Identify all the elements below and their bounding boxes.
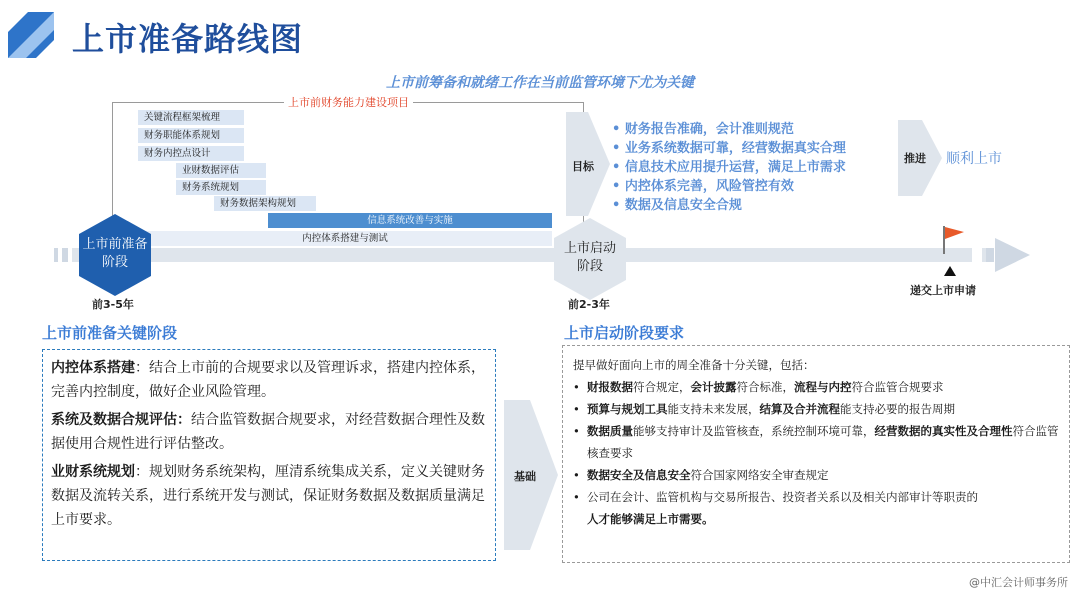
goal-item: • 数据及信息安全合规 [612, 196, 846, 215]
emph: 数据质量 [587, 424, 633, 438]
left-item-body: ：结合上市前的合规要求以及管理诉求，搭建内控体系，完善内控制度，做好企业风险管理。 [51, 360, 485, 400]
left-item-body: ：规划财务系统架构，厘清系统集成关系，定义关键财务数据及流转关系，进行系统开发与测试，保证财务数据及数据质量满足上市要求。 [51, 464, 485, 528]
stage1-line2: 阶段 [101, 255, 128, 270]
right-list-item [573, 464, 1059, 486]
text: 公司在会计、监管机构与交易所报告、投资者关系以及相关内部审计等职责的 [587, 490, 978, 504]
logo-icon [6, 10, 56, 60]
text: 符合国家网络安全审查规定 [690, 468, 829, 482]
bar-control-design: 财务内控点设计 [138, 146, 244, 161]
page-title: 上市准备路线图 [72, 20, 304, 58]
stage2-time: 前2-3年 [568, 298, 610, 311]
left-item-head: 内控体系搭建 [51, 360, 135, 376]
text: 符合监管核查要求 [587, 424, 1059, 460]
push-label: 推进 [904, 152, 926, 165]
bar-control-build: 内控体系搭建与测试 [138, 231, 552, 246]
text: 能够支持审计及监管核查，系统控制环境可靠， [633, 424, 875, 438]
goal-item: • 信息技术应用提升运营，满足上市需求 [612, 158, 846, 177]
stage1-line1: 上市前准备 [82, 237, 148, 252]
left-item [51, 460, 487, 532]
right-list-item [573, 486, 1059, 530]
right-section-box [562, 345, 1070, 563]
right-list-item [573, 376, 1059, 398]
project-title: 上市前财务能力建设项目 [284, 94, 413, 110]
left-section-title: 上市前准备关键阶段 [42, 324, 178, 342]
text: 能支持必要的报告周期 [840, 402, 955, 416]
goal-item: • 财务报告准确，会计准则规范 [612, 120, 846, 139]
stage2-label [554, 240, 626, 276]
goal-label: 目标 [572, 160, 594, 173]
right-intro: 提早做好面向上市的周全准备十分关键，包括： [573, 358, 815, 372]
subtitle: 上市前筹备和就绪工作在当前监管环境下尤为关键 [386, 75, 694, 91]
bar-system-planning: 财务系统规划 [176, 180, 266, 195]
footer-credit: @中汇会计师事务所 [969, 576, 1068, 589]
milestone-triangle-icon [944, 266, 956, 276]
stage1-label [79, 236, 151, 272]
left-section-box [42, 349, 496, 561]
text: 能支持未来发展， [667, 402, 760, 416]
bar-process-framework: 关键流程框架梳理 [138, 110, 244, 125]
bar-system-improvement: 信息系统改善与实施 [268, 213, 552, 228]
stage1-time: 前3-5年 [92, 298, 134, 311]
goal-item: • 业务系统数据可靠，经营数据真实合理 [612, 139, 846, 158]
emph: 人才能够满足上市需要。 [587, 512, 714, 526]
text: 符合监管合规要求 [851, 380, 944, 394]
emph: 财报数据 [587, 380, 633, 394]
goal-list [612, 120, 846, 215]
result-text: 顺利上市 [946, 151, 1002, 167]
bar-data-assessment: 业财数据评估 [176, 163, 266, 178]
emph: 流程与内控 [794, 380, 852, 394]
base-label: 基础 [514, 470, 536, 483]
right-list-item [573, 398, 1059, 420]
bar-finance-function: 财务职能体系规划 [138, 128, 244, 143]
left-item [51, 356, 487, 404]
emph: 预算与规划工具 [587, 402, 668, 416]
milestone-label: 递交上市申请 [910, 284, 976, 297]
stage2-line1: 上市启动 [563, 241, 616, 256]
right-list-item [573, 420, 1059, 464]
bar-data-architecture: 财务数据架构规划 [214, 196, 316, 211]
stage2-line2: 阶段 [576, 259, 603, 274]
left-item-body: 结合监管数据合规要求，对经营数据合理性及数据使用合规性进行评估整改。 [51, 412, 485, 452]
left-item [51, 408, 487, 456]
emph: 经营数据的真实性及合理性 [874, 424, 1013, 438]
flag-icon [940, 224, 966, 256]
emph: 数据安全及信息安全 [587, 468, 691, 482]
emph: 会计披露 [690, 380, 737, 394]
emph: 结算及合并流程 [759, 402, 840, 416]
right-list [573, 376, 1059, 530]
right-section-title: 上市启动阶段要求 [564, 324, 685, 342]
left-item-head: 业财系统规划 [51, 464, 135, 480]
text: 符合标准， [736, 380, 794, 394]
timeline-arrow [50, 238, 1050, 274]
left-item-head: 系统及数据合规评估： [51, 412, 191, 428]
goal-item: • 内控体系完善，风险管控有效 [612, 177, 846, 196]
text: 符合规定， [633, 380, 691, 394]
